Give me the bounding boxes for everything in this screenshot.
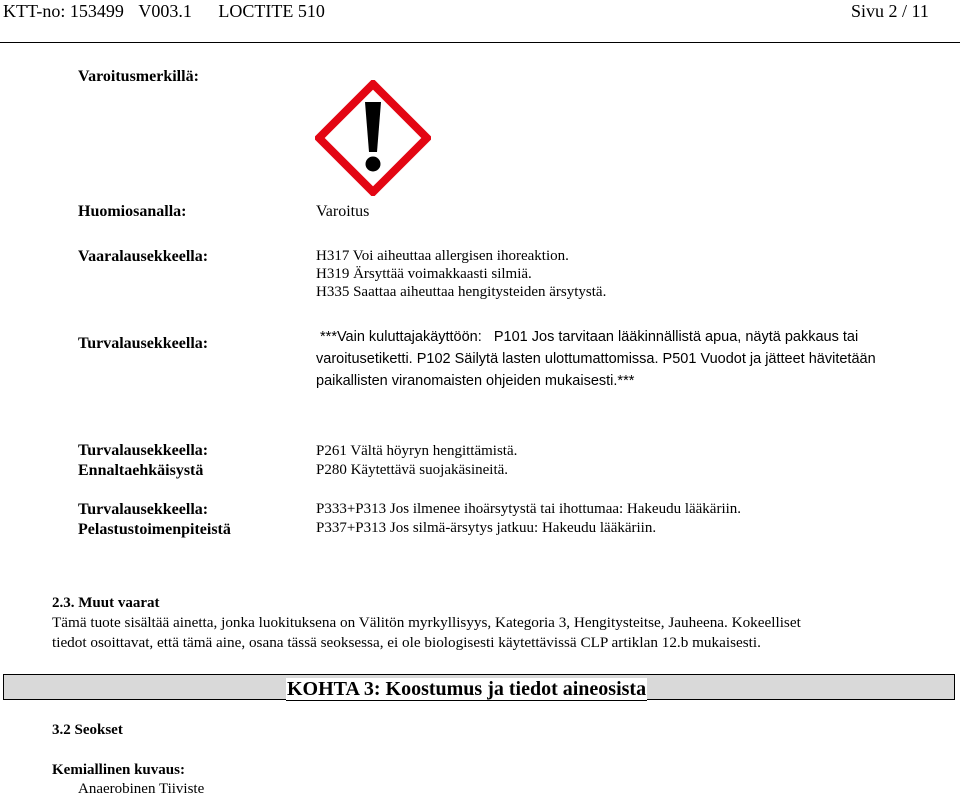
label-turva-ennaltaehkaisy [78, 441, 208, 481]
section-3-title: KOHTA 3: Koostumus ja tiedot aineosista [287, 678, 647, 700]
precaution-line: P261 Vältä höyryn hengittämistä. [316, 443, 518, 459]
chemical-description-value: Anaerobinen Tiiviste [78, 781, 205, 797]
precaution-line: P333+P313 Jos ilmenee ihoärsytystä tai ihottumaa: Hakeudu lääkäriin. [316, 501, 742, 517]
ghs07-exclamation-icon [315, 80, 431, 196]
hazard-statement: H317 Voi aiheuttaa allergisen ihoreaktion. [316, 248, 569, 264]
label-huomiosanalla: Huomiosanalla: [78, 203, 187, 220]
label-turvalausekkeella: Turvalausekkeella: [78, 335, 209, 352]
chemical-description-label: Kemiallinen kuvaus: [52, 762, 185, 778]
ktt-number: KTT-no: 153499 [3, 1, 124, 21]
other-hazards-text [52, 613, 801, 653]
label-vaaralausekkeella: Vaaralausekkeella: [78, 248, 209, 265]
header-rule [0, 42, 960, 43]
header-document-id [3, 1, 325, 22]
precaution-line: ***Vain kuluttajakäyttöön: P101 Jos tarvitaan lääkinnällistä apua, näytä pakkaus tai [316, 329, 859, 345]
mixtures-subheading: 3.2 Seokset [52, 722, 123, 738]
label-line: Ennaltaehkäisystä [78, 462, 204, 479]
label-line: Turvalausekkeella: [78, 442, 209, 459]
other-hazards-heading: 2.3. Muut vaarat [52, 595, 160, 611]
hazard-statement: H335 Saattaa aiheuttaa hengitysteiden ärsytystä. [316, 284, 607, 300]
exclamation-dot [366, 157, 381, 172]
label-turva-pelastus [78, 500, 231, 540]
label-line: Turvalausekkeella: [78, 501, 209, 518]
hazard-statement-list [316, 247, 606, 301]
precaution-line: P337+P313 Jos silmä-ärsytys jatkuu: Hakeudu lääkäriin. [316, 520, 657, 536]
precaution-line: paikallisten viranomaisten ohjeiden mukaisesti.*** [316, 373, 635, 389]
label-varoitusmerkilla: Varoitusmerkillä: [78, 68, 199, 85]
product-name: LOCTITE 510 [218, 1, 325, 21]
signal-word: Varoitus [316, 203, 370, 220]
precaution-line: P280 Käytettävä suojakäsineitä. [316, 462, 509, 478]
page-number: Sivu 2 / 11 [851, 1, 929, 21]
paragraph-line: tiedot osoittavat, että tämä aine, osana tässä seoksessa, ei ole biologisesti käytettävissä CLP artiklan 12.b mukaisesti. [52, 634, 761, 651]
precautionary-response-list [316, 500, 741, 538]
precautionary-prevention-list [316, 442, 517, 480]
precaution-line: varoitusetiketti. P102 Säilytä lasten ulottumattomissa. P501 Vuodot ja jätteet hävitetään [316, 351, 876, 367]
precautionary-consumer-text [316, 326, 876, 392]
paragraph-line: Tämä tuote sisältää ainetta, jonka luokituksena on Välitön myrkyllisyys, Kategoria 3, Hengitysteitse, Jauheena. Kokeelliset [52, 614, 801, 631]
version: V003.1 [138, 1, 192, 21]
label-line: Pelastustoimenpiteistä [78, 521, 231, 538]
hazard-statement: H319 Ärsyttää voimakkaasti silmiä. [316, 266, 532, 282]
